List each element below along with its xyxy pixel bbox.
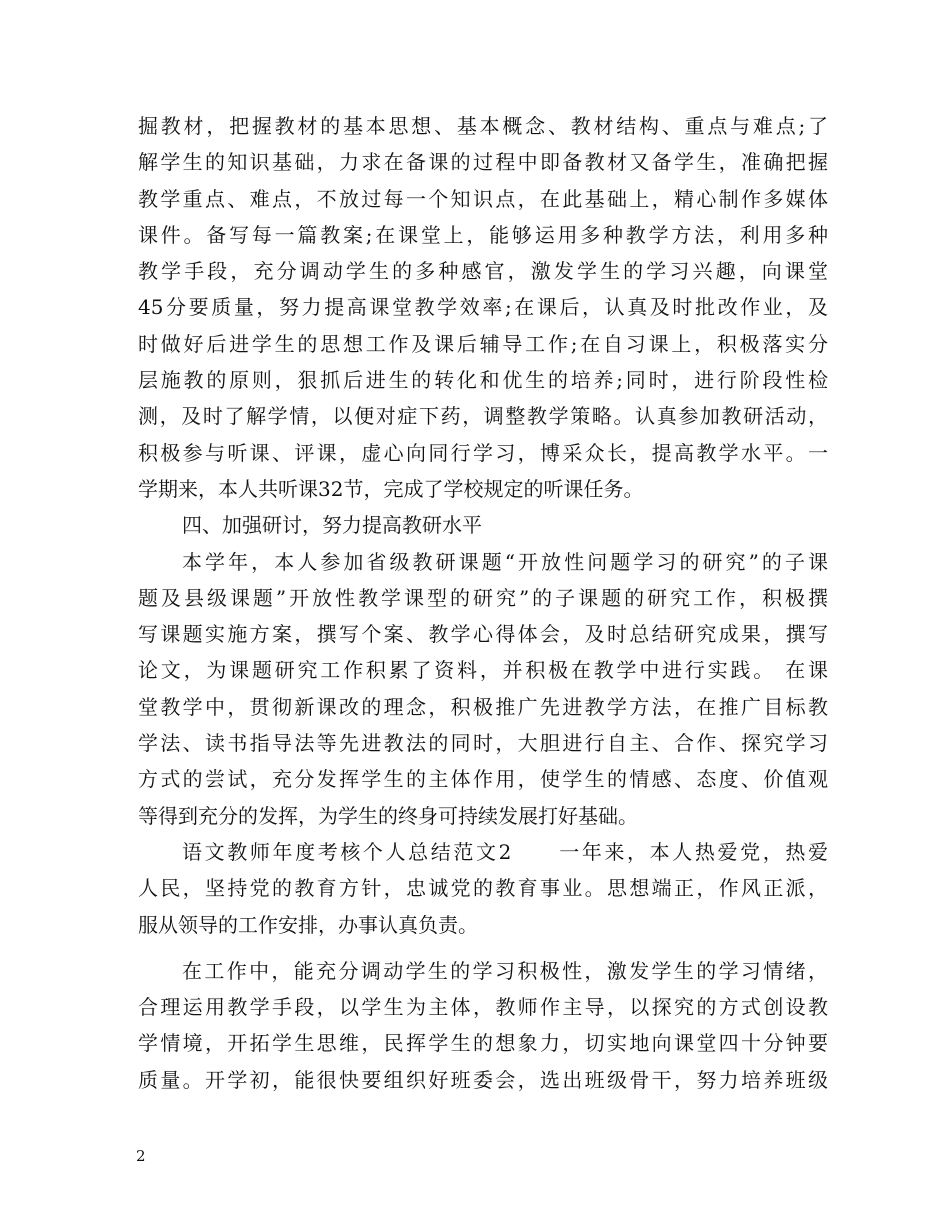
paragraph-gap [138,943,828,953]
text-line: 论文，为课题研究工作积累了资料，并积极在教学中进行实践。 在课 [138,658,828,683]
text-line: 学期来，本人共听课32节，完成了学校规定的听课任务。 [138,476,644,501]
text-line: 语文教师年度考核个人总结范文2 一年来，本人热爱党，热爱 [182,839,828,864]
text-line: 在工作中，能充分调动学生的学习积极性，激发学生的学习情绪， [182,958,828,983]
text-line: 45分要质量，努力提高课堂教学效率;在课后，认真及时批改作业，及 [138,295,828,320]
text-line: 学情境，开拓学生思维，民挥学生的想象力，切实地向课堂四十分钟要 [138,1031,828,1056]
text-line: 解学生的知识基础，力求在备课的过程中即备教材又备学生，准确把握 [138,150,828,175]
text-line: 掘教材，把握教材的基本思想、基本概念、教材结构、重点与难点;了 [138,114,828,138]
text-line: 积极参与听课、评课，虚心向同行学习，博采众长，提高教学水平。一 [138,440,828,465]
text-line: 写课题实施方案，撰写个案、教学心得体会，及时总结研究成果，撰写 [138,622,828,647]
text-line: 本学年，本人参加省级教研课题“开放性问题学习的研究”的子课 [182,549,828,574]
section-heading: 四、加强研讨，努力提高教研水平 [182,513,482,538]
text-line: 方式的尝试，充分发挥学生的主体作用，使学生的情感、态度、价值观 [138,767,828,792]
text-line: 等得到充分的发挥，为学生的终身可持续发展打好基础。 [138,803,638,828]
text-line: 质量。开学初，能很快要组织好班委会，选出班级骨干，努力培养班级 [138,1067,828,1092]
text-line: 人民，坚持党的教育方针，忠诚党的教育事业。思想端正，作风正派， [138,876,828,901]
body-text [138,108,828,1098]
text-line: 堂教学中，贯彻新课改的理念，积极推广先进教学方法，在推广目标教 [138,694,828,719]
text-line: 测，及时了解学情，以便对症下药，调整教学策略。认真参加教研活动， [138,404,828,429]
text-line: 服从领导的工作安排，办事认真负责。 [138,912,478,937]
page-number: 2 [136,1147,146,1165]
text-line: 教学重点、难点，不放过每一个知识点，在此基础上，精心制作多媒体 [138,186,828,211]
text-line: 课件。备写每一篇教案;在课堂上，能够运用多种教学方法，利用多种 [138,222,828,247]
text-line: 题及县级课题”开放性教学课型的研究”的子课题的研究工作，积极撰 [138,585,828,610]
text-line: 层施教的原则，狠抓后进生的转化和优生的培养;同时，进行阶段性检 [138,368,828,393]
text-line: 教学手段，充分调动学生的多种感官，激发学生的学习兴趣，向课堂 [138,259,828,284]
text-line: 合理运用教学手段，以学生为主体，教师作主导，以探究的方式创设教 [138,995,828,1020]
text-line: 学法、读书指导法等先进教法的同时，大胆进行自主、合作、探究学习 [138,731,828,756]
text-line: 时做好后进学生的思想工作及课后辅导工作;在自习课上，积极落实分 [138,331,828,356]
